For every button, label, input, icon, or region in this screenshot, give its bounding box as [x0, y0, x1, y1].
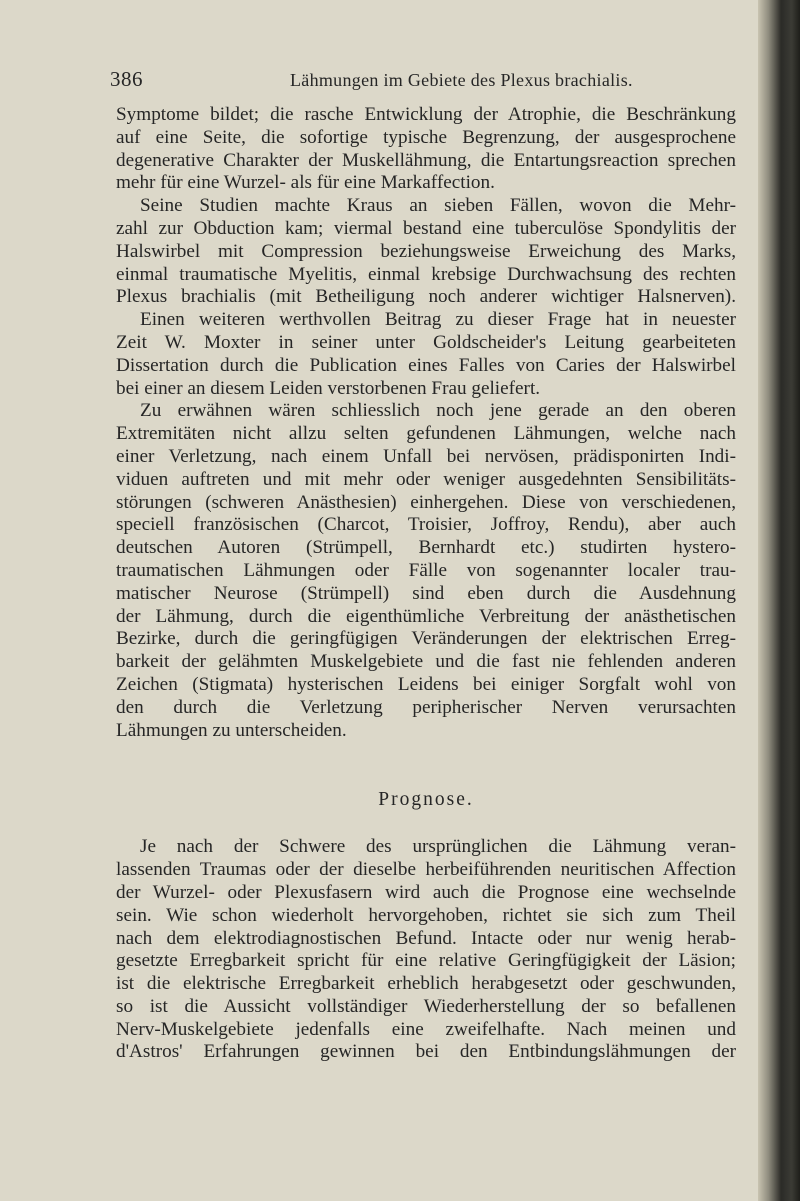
text-line: sein. Wie schon wiederholt hervorgehoben, richtet sie sich zum Theil: [116, 904, 736, 926]
text-line: Seine Studien machte Kraus an sieben Fällen, wovon die Mehr-: [140, 195, 736, 217]
section-heading: Prognose.: [378, 789, 474, 811]
text-line: der Lähmung, durch die eigenthümliche Verbreitung der anästhetischen: [116, 605, 736, 627]
text-line: Bezirke, durch die geringfügigen Veränderungen der elektrischen Erreg-: [116, 628, 736, 650]
text-line: ist die elektrische Erregbarkeit erheblich herabgesetzt oder geschwunden,: [116, 973, 736, 995]
text-line: Zeichen (Stigmata) hysterischen Leidens bei einiger Sorgfalt wohl von: [116, 673, 736, 695]
text-line: störungen (schweren Anästhesien) einhergehen. Diese von verschiedenen,: [116, 491, 736, 513]
text-line: der Wurzel- oder Plexusfasern wird auch die Prognose eine wechselnde: [116, 881, 736, 903]
text-line: bei einer an diesem Leiden verstorbenen Frau geliefert.: [116, 377, 541, 399]
text-line: degenerative Charakter der Muskellähmung, die Entartungsreaction sprechen: [116, 149, 736, 171]
text-line: lassenden Traumas oder der dieselbe herbeiführenden neuritischen Affection: [116, 859, 736, 881]
text-line: Einen weiteren werthvollen Beitrag zu dieser Frage hat in neuester: [140, 309, 736, 331]
text-line: Plexus brachialis (mit Betheiligung noch anderer wichtiger Halsnerven).: [116, 286, 736, 308]
text-line: d'Astros' Erfahrungen gewinnen bei den Entbindungslähmungen der: [116, 1041, 736, 1063]
text-line: mehr für eine Wurzel- als für eine Markaffection.: [116, 172, 495, 194]
text-line: gesetzte Erregbarkeit spricht für eine relative Geringfügigkeit der Läsion;: [116, 950, 736, 972]
text-line: den durch die Verletzung peripherischer Nerven verursachten: [116, 696, 736, 718]
text-line: Symptome bildet; die rasche Entwicklung der Atrophie, die Beschränkung: [116, 104, 736, 125]
text-line: auf eine Seite, die sofortige typische Begrenzung, der ausgesprochene: [116, 126, 736, 148]
text-line: nach dem elektrodiagnostischen Befund. Intacte oder nur wenig herab-: [116, 927, 736, 949]
text-line: Dissertation durch die Publication eines Falles von Caries der Halswirbel: [116, 354, 736, 376]
book-binding-gutter: [758, 0, 800, 1201]
text-line: einmal traumatische Myelitis, einmal krebsige Durchwachsung des rechten: [116, 263, 736, 285]
text-line: Lähmungen zu unterscheiden.: [116, 719, 347, 741]
text-line: Halswirbel mit Compression beziehungsweise Erweichung des Marks,: [116, 240, 736, 262]
running-title: Lähmungen im Gebiete des Plexus brachialis.: [290, 70, 633, 90]
text-line: Zeit W. Moxter in seiner unter Goldscheider's Leitung gearbeiteten: [116, 331, 736, 353]
text-line: traumatischen Lähmungen oder Fälle von sogenannter localer trau-: [116, 559, 736, 581]
text-line: deutschen Autoren (Strümpell, Bernhardt etc.) studirten hystero-: [116, 537, 736, 559]
text-line: so ist die Aussicht vollständiger Wiederherstellung der so befallenen: [116, 995, 736, 1017]
text-line: Extremitäten nicht allzu selten gefundenen Lähmungen, welche nach: [116, 423, 736, 445]
text-line: speciell französischen (Charcot, Troisier, Joffroy, Rendu), aber auch: [116, 514, 736, 536]
text-line: matischer Neurose (Strümpell) sind eben durch die Ausdehnung: [116, 582, 736, 604]
text-line: Je nach der Schwere des ursprünglichen die Lähmung veran-: [140, 836, 736, 858]
text-line: viduen auftreten und mit mehr oder weniger ausgedehnten Sensibilitäts-: [116, 468, 736, 490]
page-number: 386: [110, 67, 143, 91]
text-line: barkeit der gelähmten Muskelgebiete und die fast nie fehlenden anderen: [116, 651, 736, 673]
text-line: Zu erwähnen wären schliesslich noch jene gerade an den oberen: [140, 400, 736, 422]
body-text: [116, 104, 736, 1064]
text-line: Nerv-Muskelgebiete jedenfalls eine zweifelhafte. Nach meinen und: [116, 1018, 736, 1040]
text-line: einer Verletzung, nach einem Unfall bei nervösen, prädisponirten Indi-: [116, 445, 736, 467]
text-line: zahl zur Obduction kam; viermal bestand eine tuberculöse Spondylitis der: [116, 217, 736, 239]
page-header: [110, 67, 730, 95]
